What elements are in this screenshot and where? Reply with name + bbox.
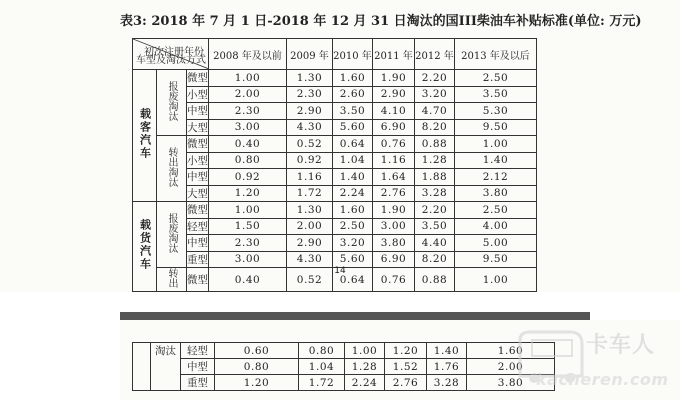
subsidy-value-cell: 1.20 <box>215 375 299 391</box>
vehicle-category-label: 载客汽车 <box>138 108 152 160</box>
subsidy-value-cell: 0.92 <box>287 152 333 169</box>
vehicle-type-cell: 大型 <box>187 119 209 136</box>
subsidy-value-cell: 0.52 <box>287 136 333 153</box>
vehicle-type-cell: 轻型 <box>187 218 209 235</box>
subsidy-value-cell: 1.28 <box>345 359 385 375</box>
disposal-method-label: 报废淘汰 <box>166 213 177 253</box>
subsidy-value-cell: 1.28 <box>415 152 455 169</box>
subsidy-value-cell: 1.64 <box>373 169 415 186</box>
corner-header-bottom: 车型及淘汰方式 <box>136 55 206 66</box>
subsidy-value-cell: 1.50 <box>209 218 287 235</box>
subsidy-value-cell: 3.50 <box>415 218 455 235</box>
subsidy-value-cell: 2.24 <box>333 185 373 202</box>
vehicle-category-label: 载货汽车 <box>138 219 152 271</box>
year-header: 2011 年 <box>373 39 415 70</box>
subsidy-value-cell: 5.60 <box>333 251 373 268</box>
year-header: 2010 年 <box>333 39 373 70</box>
subsidy-value-cell: 0.88 <box>415 136 455 153</box>
table-row <box>133 218 537 235</box>
subsidy-value-cell: 1.90 <box>373 70 415 87</box>
corner-header-cell <box>133 39 209 70</box>
subsidy-value-cell: 3.00 <box>373 218 415 235</box>
subsidy-value-cell: 3.80 <box>467 375 555 391</box>
subsidy-value-cell: 1.40 <box>427 343 467 359</box>
subsidy-value-cell: 2.90 <box>287 235 333 252</box>
table-row <box>133 70 537 87</box>
subsidy-value-cell: 2.24 <box>345 375 385 391</box>
table-row <box>133 169 537 186</box>
table-row <box>133 103 537 120</box>
table-row <box>133 86 537 103</box>
subsidy-value-cell: 1.40 <box>333 169 373 186</box>
year-header: 2009 年 <box>287 39 333 70</box>
table-row <box>133 375 555 391</box>
subsidy-value-cell: 2.00 <box>287 218 333 235</box>
subsidy-value-cell: 1.88 <box>415 169 455 186</box>
vehicle-type-cell: 中型 <box>181 359 215 375</box>
subsidy-value-cell: 0.40 <box>209 268 287 292</box>
subsidy-value-cell: 1.04 <box>333 152 373 169</box>
vehicle-type-cell: 中型 <box>187 169 209 186</box>
subsidy-table <box>132 38 537 292</box>
subsidy-value-cell: 0.76 <box>373 136 415 153</box>
corner-header-top: 初次注册年份 <box>144 47 204 58</box>
table-row <box>133 343 555 359</box>
continuation-table <box>132 342 555 391</box>
subsidy-value-cell: 3.20 <box>333 235 373 252</box>
subsidy-value-cell: 1.72 <box>287 185 333 202</box>
subsidy-value-cell: 0.64 <box>333 136 373 153</box>
subsidy-value-cell: 1.20 <box>209 185 287 202</box>
subsidy-value-cell: 1.00 <box>345 343 385 359</box>
subsidy-value-cell: 1.04 <box>299 359 345 375</box>
vehicle-category-cell <box>133 202 157 292</box>
vehicle-type-cell: 大型 <box>187 185 209 202</box>
subsidy-value-cell: 6.90 <box>373 251 415 268</box>
subsidy-value-cell: 2.76 <box>385 375 427 391</box>
vehicle-type-cell: 微型 <box>187 268 209 292</box>
subsidy-value-cell: 3.00 <box>209 251 287 268</box>
subsidy-value-cell: 3.20 <box>415 86 455 103</box>
subsidy-value-cell: 2.30 <box>287 86 333 103</box>
table-row <box>133 235 537 252</box>
disposal-method-cell <box>157 202 187 268</box>
vehicle-type-cell: 轻型 <box>181 343 215 359</box>
vehicle-type-cell: 重型 <box>181 375 215 391</box>
subsidy-value-cell: 2.60 <box>333 86 373 103</box>
vehicle-type-cell: 微型 <box>187 202 209 219</box>
subsidy-value-cell: 1.30 <box>287 202 333 219</box>
watermark <box>512 326 680 400</box>
vehicle-type-cell: 微型 <box>187 136 209 153</box>
table-row <box>133 152 537 169</box>
subsidy-value-cell: 4.00 <box>455 218 537 235</box>
vehicle-type-cell: 微型 <box>187 70 209 87</box>
table-row <box>133 202 537 219</box>
vehicle-type-cell: 中型 <box>187 103 209 120</box>
subsidy-value-cell: 0.64 <box>333 268 373 292</box>
subsidy-value-cell: 4.10 <box>373 103 415 120</box>
subsidy-value-cell: 1.60 <box>333 202 373 219</box>
subsidy-value-cell: 2.20 <box>415 202 455 219</box>
subsidy-value-cell: 1.72 <box>299 375 345 391</box>
vehicle-type-cell: 小型 <box>187 86 209 103</box>
subsidy-value-cell: 9.50 <box>455 251 537 268</box>
vehicle-category-cell <box>133 343 151 391</box>
subsidy-value-cell: 1.00 <box>209 70 287 87</box>
subsidy-value-cell: 1.76 <box>427 359 467 375</box>
subsidy-value-cell: 2.50 <box>455 70 537 87</box>
vehicle-category-cell <box>133 70 157 202</box>
subsidy-value-cell: 5.60 <box>333 119 373 136</box>
disposal-method-cell <box>157 136 187 202</box>
subsidy-value-cell: 4.30 <box>287 119 333 136</box>
subsidy-value-cell: 1.60 <box>467 343 555 359</box>
subsidy-value-cell: 2.90 <box>373 86 415 103</box>
subsidy-value-cell: 1.52 <box>385 359 427 375</box>
subsidy-value-cell: 0.52 <box>287 268 333 292</box>
subsidy-value-cell: 1.16 <box>287 169 333 186</box>
subsidy-value-cell: 1.40 <box>455 152 537 169</box>
subsidy-value-cell: 0.80 <box>215 359 299 375</box>
disposal-method-cell <box>157 70 187 136</box>
subsidy-value-cell: 3.80 <box>373 235 415 252</box>
subsidy-value-cell: 4.40 <box>415 235 455 252</box>
vehicle-type-cell: 小型 <box>187 152 209 169</box>
disposal-method-label: 淘汰 <box>151 343 181 391</box>
subsidy-value-cell: 1.00 <box>209 202 287 219</box>
subsidy-value-cell: 3.50 <box>333 103 373 120</box>
watermark-brand: 卡车人 <box>586 333 656 358</box>
subsidy-value-cell: 2.30 <box>209 235 287 252</box>
disposal-method-label: 报废淘汰 <box>166 81 177 121</box>
vehicle-type-cell: 中型 <box>187 235 209 252</box>
year-header: 2013 年及以后 <box>455 39 537 70</box>
subsidy-value-cell: 1.00 <box>455 136 537 153</box>
year-header: 2008 年及以前 <box>209 39 287 70</box>
subsidy-value-cell: 0.92 <box>209 169 287 186</box>
subsidy-value-cell: 1.60 <box>333 70 373 87</box>
table-row <box>133 119 537 136</box>
subsidy-value-cell: 4.70 <box>415 103 455 120</box>
year-header: 2012 年 <box>415 39 455 70</box>
table-title: 表3: 2018 年 7 月 1 日-2018 年 12 月 31 日淘汰的国III柴油车补贴标准(单位: 万元) <box>120 14 642 29</box>
disposal-method-label: 转出 <box>166 268 177 288</box>
subsidy-value-cell: 9.50 <box>455 119 537 136</box>
watermark-url: kacheren.com <box>536 370 669 389</box>
subsidy-value-cell: 1.30 <box>287 70 333 87</box>
subsidy-value-cell: 8.20 <box>415 251 455 268</box>
subsidy-value-cell: 1.00 <box>455 268 537 292</box>
subsidy-value-cell: 3.80 <box>455 185 537 202</box>
table-row <box>133 359 555 375</box>
subsidy-value-cell: 2.50 <box>455 202 537 219</box>
subsidy-value-cell: 2.20 <box>415 70 455 87</box>
subsidy-value-cell: 5.30 <box>455 103 537 120</box>
page-number: 14 <box>334 266 346 276</box>
subsidy-value-cell: 3.50 <box>455 86 537 103</box>
subsidy-value-cell: 2.50 <box>333 218 373 235</box>
subsidy-value-cell: 2.12 <box>455 169 537 186</box>
subsidy-value-cell: 2.00 <box>467 359 555 375</box>
subsidy-value-cell: 2.90 <box>287 103 333 120</box>
page-break-divider <box>120 312 590 320</box>
table-row <box>133 136 537 153</box>
subsidy-value-cell: 1.90 <box>373 202 415 219</box>
subsidy-value-cell: 5.00 <box>455 235 537 252</box>
subsidy-value-cell: 0.80 <box>209 152 287 169</box>
table-row <box>133 185 537 202</box>
header-row <box>133 39 537 70</box>
subsidy-value-cell: 0.40 <box>209 136 287 153</box>
subsidy-value-cell: 3.28 <box>427 375 467 391</box>
subsidy-value-cell: 0.60 <box>215 343 299 359</box>
subsidy-value-cell: 3.28 <box>415 185 455 202</box>
subsidy-value-cell: 1.20 <box>385 343 427 359</box>
subsidy-value-cell: 2.30 <box>209 103 287 120</box>
subsidy-value-cell: 0.80 <box>299 343 345 359</box>
subsidy-value-cell: 2.00 <box>209 86 287 103</box>
subsidy-value-cell: 0.76 <box>373 268 415 292</box>
disposal-method-label: 转出淘汰 <box>166 147 177 187</box>
subsidy-value-cell: 1.16 <box>373 152 415 169</box>
subsidy-value-cell: 0.88 <box>415 268 455 292</box>
subsidy-value-cell: 3.00 <box>209 119 287 136</box>
subsidy-value-cell: 4.30 <box>287 251 333 268</box>
vehicle-type-cell: 重型 <box>187 251 209 268</box>
subsidy-value-cell: 6.90 <box>373 119 415 136</box>
subsidy-value-cell: 2.76 <box>373 185 415 202</box>
subsidy-value-cell: 8.20 <box>415 119 455 136</box>
